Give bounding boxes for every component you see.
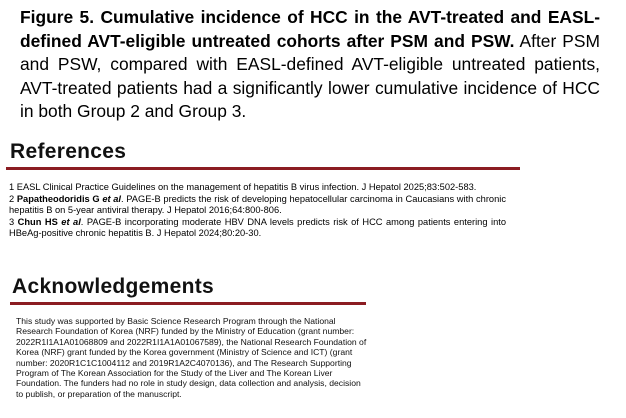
figure-caption-body: After PSM and PSW, compared with EASL-defined AVT-eligible untreated patients, AVT-treated patients had a significantly lower cumulative incidence of HCC in both Group 2 and Group 3. <box>20 30 600 121</box>
reference-text: . PAGE-B incorporating moderate HBV DNA levels predicts risk of HCC among patients entering into HBeAg-positive chronic hepatitis B. J Hepatol 2024;80:20-30. <box>9 216 506 239</box>
acknowledgements-text: This study was supported by Basic Science Research Program through the National Research Foundation of Korea (NRF) funded by the Ministry of Education (grant number: 2022R1I1A1A01068809 and 2022R1I1A1A01067589), the National Research Foundation of Korea (NRF) grant funded by the Korea government (Ministry of Science and ICT) (grant number: 2020R1C1C1004112 and 2019R1A2C4070136), and The Research Supporting Program of The Korean Association for the Study of the Liver and The Korean Liver Foundation. The funders had no role in study design, data collection and analysis, decision to publish, or preparation of the manuscript. <box>16 316 367 399</box>
reference-list <box>9 182 506 240</box>
reference-item-3 <box>9 217 506 240</box>
reference-item-1 <box>9 182 506 194</box>
reference-number: 3 <box>9 216 15 227</box>
reference-number: 2 <box>9 193 15 204</box>
reference-author: Papatheodoridis G <box>16 193 100 204</box>
reference-text: EASL Clinical Practice Guidelines on the management of hepatitis B virus infection. J Hepatol 2025;83:502-583. <box>16 182 477 192</box>
figure-caption-title: Figure 5. Cumulative incidence of HCC in the AVT-treated and EASL-defined AVT-eligible untreated cohorts after PSM and PSW. <box>20 7 600 51</box>
acknowledgements-divider <box>10 302 366 305</box>
reference-etal: et al <box>102 193 122 204</box>
references-heading: References <box>10 140 127 163</box>
references-divider <box>6 167 520 170</box>
figure-caption <box>20 6 600 124</box>
reference-author: Chun HS <box>17 216 58 227</box>
reference-number: 1 <box>9 182 15 192</box>
acknowledgements-heading: Acknowledgements <box>12 275 215 298</box>
reference-item-2 <box>9 194 506 217</box>
reference-text: . PAGE-B predicts the risk of developing hepatocellular carcinoma in Caucasians with chronic hepatitis B on 5-year antiviral therapy. J Hepatol 2016;64:800-806. <box>9 193 506 216</box>
reference-etal: et al <box>61 216 81 227</box>
